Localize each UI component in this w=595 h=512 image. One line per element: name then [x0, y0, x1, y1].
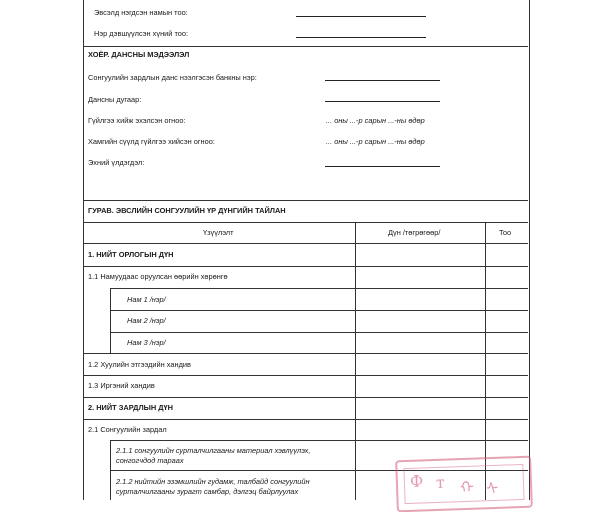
divider	[83, 200, 528, 201]
divider	[83, 46, 528, 47]
last-transaction-date-label: Хамгийн сүүлд гүйлгээ хийсэн огноо:	[88, 137, 215, 146]
table-row: Нам 1 /нэр/	[127, 295, 166, 304]
col-header-item: Үзүүлэлт	[203, 228, 234, 237]
table-row: 2.1.1 сонгуулийн сурталчилгааны материал хэвлүүлэх,	[116, 446, 311, 455]
account-number-label: Дансны дугаар:	[88, 95, 142, 104]
first-transaction-date-label: Гүйлгээ хийж эхэлсэн огноо:	[88, 116, 186, 125]
table-top-border	[83, 222, 528, 223]
table-row: Нам 2 /нэр/	[127, 316, 166, 325]
opening-balance-field[interactable]	[325, 166, 440, 167]
col-header-count: Тоо	[499, 228, 512, 237]
coalition-party-count-label: Эвсэлд нэгдсэн намын тоо:	[94, 8, 188, 17]
last-transaction-date-value[interactable]: ... оны ...-р сарын ...-ны өдөр	[326, 137, 425, 146]
table-row: 1.1 Намуудаас оруулсан өөрийн хөрөнгө	[88, 272, 228, 281]
coalition-party-count-field[interactable]	[296, 16, 426, 17]
official-stamp: Ф т ᠬ ᠰ	[395, 456, 533, 512]
table-row: 2. НИЙТ ЗАРДЛЫН ДҮН	[88, 403, 173, 412]
results-report-title: ГУРАВ. ЭВСЛИЙН СОНГУУЛИЙН ҮР ДҮНГИЙН ТАЙЛАН	[88, 206, 286, 215]
nominee-count-field[interactable]	[296, 37, 426, 38]
opening-balance-label: Эхний үлдэгдэл:	[88, 158, 145, 167]
first-transaction-date-value[interactable]: ... оны ...-р сарын ...-ны өдөр	[326, 116, 425, 125]
bank-name-label: Сонгуулийн зардлын данс нээлгэсэн банкны нэр:	[88, 73, 257, 82]
table-row: 1.3 Иргэний хандив	[88, 381, 155, 390]
table-row: сонгогчдод тараах	[116, 456, 184, 465]
table-row: Нам 3 /нэр/	[127, 338, 166, 347]
bank-name-field[interactable]	[325, 80, 440, 81]
table-row: 1.2 Хуулийн этгээдийн хандив	[88, 360, 191, 369]
col-header-amount: Дүн /төгрөгөөр/	[388, 228, 441, 237]
table-row: 1. НИЙТ ОРЛОГЫН ДҮН	[88, 250, 174, 259]
account-info-title: ХОЁР. ДАНСНЫ МЭДЭЭЛЭЛ	[88, 50, 190, 59]
table-row: 2.1 Сонгуулийн зардал	[88, 425, 167, 434]
table-row: 2.1.2 нийтийн эзэмшлийн гудамж, талбайд сонгуулийн	[116, 477, 310, 486]
account-number-field[interactable]	[325, 101, 440, 102]
nominee-count-label: Нэр дэвшүүлсэн хүний тоо:	[94, 29, 189, 38]
table-row: сурталчилгааны зурагт самбар, дэлгэц байрлуулах	[116, 487, 299, 496]
